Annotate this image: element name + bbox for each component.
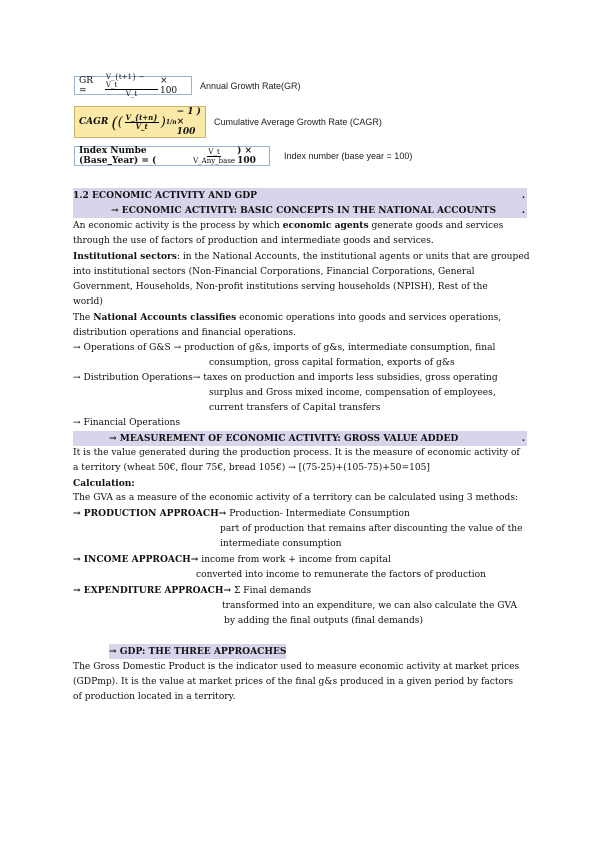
text-run: Σ Final demands [231,586,312,596]
paragraph-line: Government, Households, Non-profit institutions serving households (NPISH), Rest of the [73,282,488,292]
index-den: V_Any_base [193,156,236,165]
paragraph-line: through the use of factors of production and intermediate goods and services. [73,236,434,246]
paragraph-line: world) [73,297,103,307]
paragraph-line: The GVA as a measure of the economic activity of a territory can be calculated using 3 methods: [73,493,519,503]
blank-line [73,629,527,644]
heading-dot: . [521,433,525,444]
gr-formula-box [74,73,192,98]
document-body [73,188,530,705]
index-tail: ) × 100 [237,146,256,166]
cagr-den: V_t [135,121,148,131]
approach-line: converted into income to remunerate the factors of production [196,570,486,580]
gr-formula [74,73,301,98]
section-heading-1-2 [73,188,527,203]
cagr-caption: Cumulative Average Growth Rate (CAGR) [214,117,382,127]
operation-line: → Financial Operations [73,418,181,428]
subheading-text: → MEASUREMENT OF ECONOMIC ACTIVITY: GROSS VALUE ADDED [109,433,459,444]
index-expr: Index Numbe (Base_Year) = ( [79,146,157,166]
paragraph-line [73,310,527,326]
paragraph-line: It is the value generated during the production process. It is the measure of economic activity of [73,448,520,458]
text-run: Production- Intermediate Consumption [226,509,410,519]
text-run: : in the National Accounts, the institutional agents or units that are grouped [176,252,530,262]
cagr-exp: 1/n [165,118,177,126]
gr-fraction [105,73,158,98]
section-title: 1.2 ECONOMIC ACTIVITY AND GDP [73,190,257,201]
approach-line [73,583,527,599]
cagr-expr: CAGR [79,117,109,127]
heading-dot: . [521,190,525,201]
cagr-num: V_{t+n} [125,112,158,122]
index-formula [74,146,412,166]
operation-line: consumption, gross capital formation, exports of g&s [209,358,455,368]
approach-line: part of production that remains after discounting the value of the [220,524,523,534]
subheading-text: → ECONOMIC ACTIVITY: BASIC CONCEPTS IN THE NATIONAL ACCOUNTS [111,205,497,216]
paragraph-line: (GDPmp). It is the value at market prices of the final g&s produced in a given period by factors [73,677,514,687]
cagr-fraction [125,114,159,131]
operation-line: → Distribution Operations→ taxes on production and imports less subsidies, gross operating [73,373,498,383]
gr-den: V_t [125,90,138,98]
approach-line: by adding the final outputs (final demands) [224,616,424,626]
gr-expr: GR = [79,75,93,96]
paragraph-line: into institutional sectors (Non-Financial Corporations, Financial Corporations, General [73,267,475,277]
subheading-measurement [73,431,527,446]
calculation-label: Calculation: [73,478,135,489]
bold-term: → INCOME APPROACH→ [73,554,199,565]
text-run: The [73,313,94,323]
bold-term: → PRODUCTION APPROACH→ [73,508,227,519]
index-formula-box [74,146,270,166]
heading-dot: . [521,205,525,216]
operation-line: surplus and Gross mixed income, compensation of employees, [209,388,496,398]
bold-term: Institutional sectors [73,251,177,262]
bold-term: economic agents [282,220,369,231]
paragraph-line: The Gross Domestic Product is the indicator used to measure economic activity at market prices [73,662,520,672]
gr-tail: × 100 [159,75,178,96]
approach-line [73,506,527,522]
cagr-formula [74,106,382,138]
paragraph-line: of production located in a territory. [73,692,236,702]
subheading-gdp [73,644,527,660]
paragraph-line: distribution operations and financial operations. [73,328,296,338]
paragraph-line [73,218,527,234]
cagr-tail: − 1 ) × 100 [176,107,201,137]
bold-term: → EXPENDITURE APPROACH→ [73,585,232,596]
operation-line: current transfers of Capital transfers [209,403,381,413]
index-caption: Index number (base year = 100) [284,151,413,161]
operation-line: → Operations of G&S → production of g&s, imports of g&s, intermediate consumption, final [73,343,496,353]
index-num: V_t [208,147,220,156]
paragraph-line [73,249,530,265]
text-run: An economic activity is the process by which [73,221,283,231]
approach-line [73,552,527,568]
gr-num: V_{t+1} − V_t [105,73,158,90]
gr-caption: Annual Growth Rate(GR) [200,80,301,91]
paragraph-line: a territory (wheat 50€, flour 75€, bread 105€) → [(75-25)+(105-75)+50=105] [73,463,430,473]
text-run: generate goods and services [368,221,504,231]
subheading-basic-concepts [73,203,527,218]
index-fraction [193,148,235,165]
subheading-text: → GDP: THE THREE APPROACHES [109,646,287,657]
approach-line: intermediate consumption [220,539,342,549]
text-run: income from work + income from capital [198,555,391,565]
approach-line: transformed into an expenditure, we can also calculate the GVA [222,601,518,611]
cagr-formula-box: CAGR ( ( $\frac{V\_\{t+n\}}{V\_t}$ ) 1/n − 1 ) × 100 [74,106,206,138]
bold-term: National Accounts classifies [93,312,237,323]
text-run: economic operations into goods and services operations, [236,313,502,323]
